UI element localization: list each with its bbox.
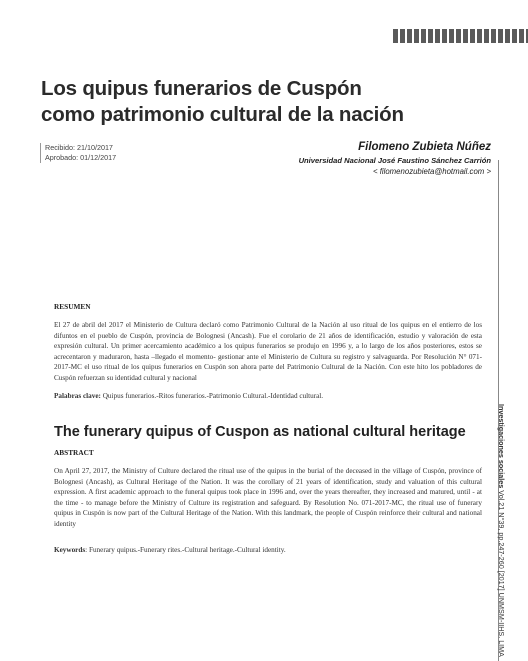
journal-name: Investigaciones sociales: [497, 404, 506, 489]
abstract-heading: ABSTRACT: [54, 448, 94, 457]
author-block: [299, 140, 491, 177]
author-affiliation: Universidad Nacional José Faustino Sánchez Carrión: [298, 156, 491, 165]
article-title: [41, 76, 481, 128]
approved-date: Aprobado: 01/12/2017: [45, 153, 117, 162]
decorative-barcode-bar: [393, 29, 528, 43]
author-email: < filomenozubieta@hotmail.com >: [373, 167, 491, 176]
author-name: Filomeno Zubieta Núñez: [358, 141, 491, 153]
abstract-body: On April 27, 2017, the Ministry of Culture declared the ritual use of the quipus in the burial of the deceased in the village of Cuspón, province of Bolognesi (Ancash), as Cultural Heritage of the Nation. It was the corollary of 21 years of identification, study and valuation of this cultural expression. A first academic approach to the funeral quipus took place in 1996 and, over the years thereafter, they increased and matured, until - at the time - to manage before the Ministry of Culture its registration and safeguard. By Resolution No. 071-2017-MC, the ritual use of funerary quipus in Cuspón is now part of the Cultural Heritage of the Nation. With this landmark, the people of Cuspón reinforce their cultural and national identity: [54, 467, 482, 528]
resumen-body: El 27 de abril del 2017 el Ministerio de Cultura declaró como Patrimonio Cultural de la Nación al uso ritual de los quipus en el entierro de los difuntos en el pueblo de Cuspón, provincia de Bolognesi (Ancash). Fue el corolario de 21 años de identificación, estudio y valoración de esta expresión cultural. Un primer acercamiento académico a los quipus funerarios se produjo en 1996 y, a lo largo de los años posteriores, estos se acrecentaron y maduraron, hasta –llegado el momento- gestionar ante el Ministerio de Cultura su registro y salvaguarda. Por Resolución N° 071-2017-MC el uso ritual de los quipus funerarios en Cuspón son ahora parte del Patrimonio Cultural de la Nación. Con este hito los pobladores de Cuspón refuerzan su identidad cultural y nacional: [54, 321, 482, 382]
submission-dates: [40, 143, 116, 163]
title-line-1: Los quipus funerarios de Cuspón: [41, 77, 362, 100]
keywords-values: : Funerary quipus.-Funerary rites.-Cultural heritage.-Cultural identity.: [85, 546, 286, 554]
palabras-clave: [54, 391, 484, 401]
journal-sidebar: [497, 404, 506, 657]
keywords-label: Keywords: [54, 546, 86, 554]
journal-citation: Vol.21 N°39, pp.247-260 [2017] UNMSM-IIHS. LIMA: [497, 488, 506, 657]
received-date: Recibido: 21/10/2017: [45, 143, 113, 152]
palabras-clave-values: Quipus funerarios.-Ritos funerarios.-Patrimonio Cultural.-Identidad cultural.: [102, 392, 324, 400]
keywords: [54, 545, 484, 555]
title-line-2: como patrimonio cultural de la nación: [41, 103, 404, 126]
palabras-clave-label: Palabras clave:: [54, 392, 101, 400]
english-title: The funerary quipus of Cuspon as national cultural heritage: [54, 424, 466, 440]
resumen-heading: RESUMEN: [54, 302, 91, 311]
